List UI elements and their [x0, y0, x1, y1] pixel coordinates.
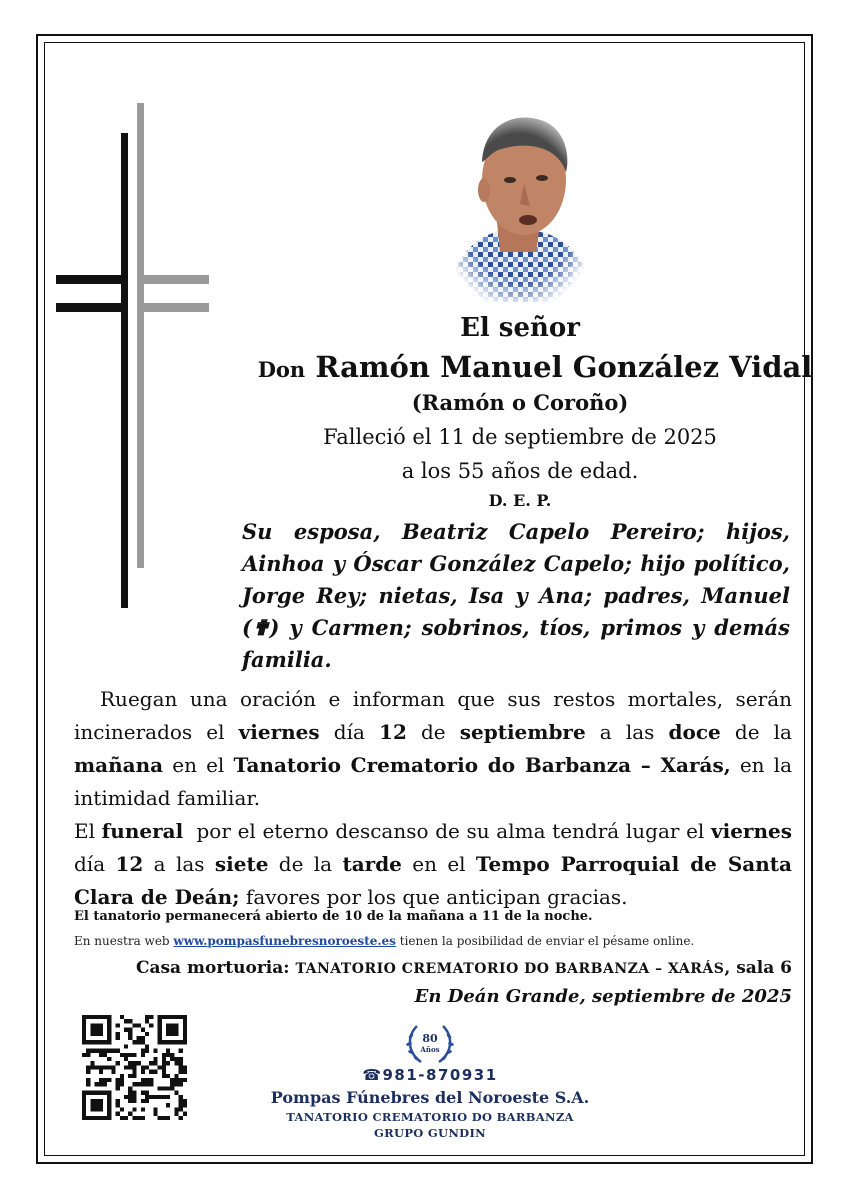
cross-icon: [50, 98, 215, 613]
age: a los 55 años de edad.: [401, 459, 639, 483]
place-date: En Deán Grande, septiembre de 2025: [414, 986, 792, 1007]
company-group: GRUPO GUNDIN: [374, 1126, 486, 1140]
deceased-name: [240, 350, 830, 384]
cremation-paragraph: Ruegan una oración e informan que sus restos mortales, serán incinerados el viernes día 12 de septiembre a las doce de la mañana en el Tanatorio Crematorio do Barbanza – Xarás, en la intimidad familiar.: [74, 687, 792, 810]
funeral-paragraph: El funeral por el eterno descanso de su alma tendrá lugar el viernes día 12 a las siete de la tarde en el Tempo Parroquial de Santa Clara de Deán; favores por los que anticipan gracias.: [74, 819, 792, 909]
phone-number: ☎981-870931: [362, 1066, 498, 1084]
company-name: Pompas Fúnebres del Noroeste S.A.: [270, 1088, 590, 1107]
funeral-home: Casa mortuoria: TANATORIO CREMATORIO DO BARBANZA – XARÁS, sala 6: [135, 958, 792, 978]
telephone-icon: ☎: [362, 1066, 383, 1084]
badge-word: Años: [420, 1045, 440, 1054]
web-note: En nuestra web www.pompasfunebresnoroeste.es tienen la posibilidad de enviar el pésame online.: [74, 934, 695, 948]
death-date: Falleció el 11 de septiembre de 2025: [323, 425, 717, 449]
portrait-photo: [438, 102, 600, 312]
opening-hours: El tanatorio permanecerá abierto de 10 de la mañana a 11 de la noche.: [74, 909, 593, 924]
qr-code[interactable]: [82, 1015, 187, 1120]
announcement-body: [74, 683, 792, 914]
name-prefix: Don: [257, 357, 306, 382]
full-name: Ramón Manuel González Vidal: [315, 350, 813, 384]
title: El señor: [460, 313, 580, 343]
laurel-badge-icon: [403, 1018, 457, 1068]
family-list: Su esposa, Beatriz Capelo Pereiro; hijos, Ainhoa y Óscar González Capelo; hijo político, Jorge Rey; nietas, Isa y Ana; padres, Manuel (✟) y Carmen; sobrinos, tíos, primos y demás familia.: [242, 519, 790, 672]
alias: (Ramón o Coroño): [411, 390, 629, 415]
rip: D. E. P.: [488, 491, 552, 510]
website-link[interactable]: www.pompasfunebresnoroeste.es: [173, 934, 396, 948]
company-subtitle: TANATORIO CREMATORIO DO BARBANZA: [286, 1110, 574, 1124]
badge-number: 80: [422, 1032, 438, 1045]
